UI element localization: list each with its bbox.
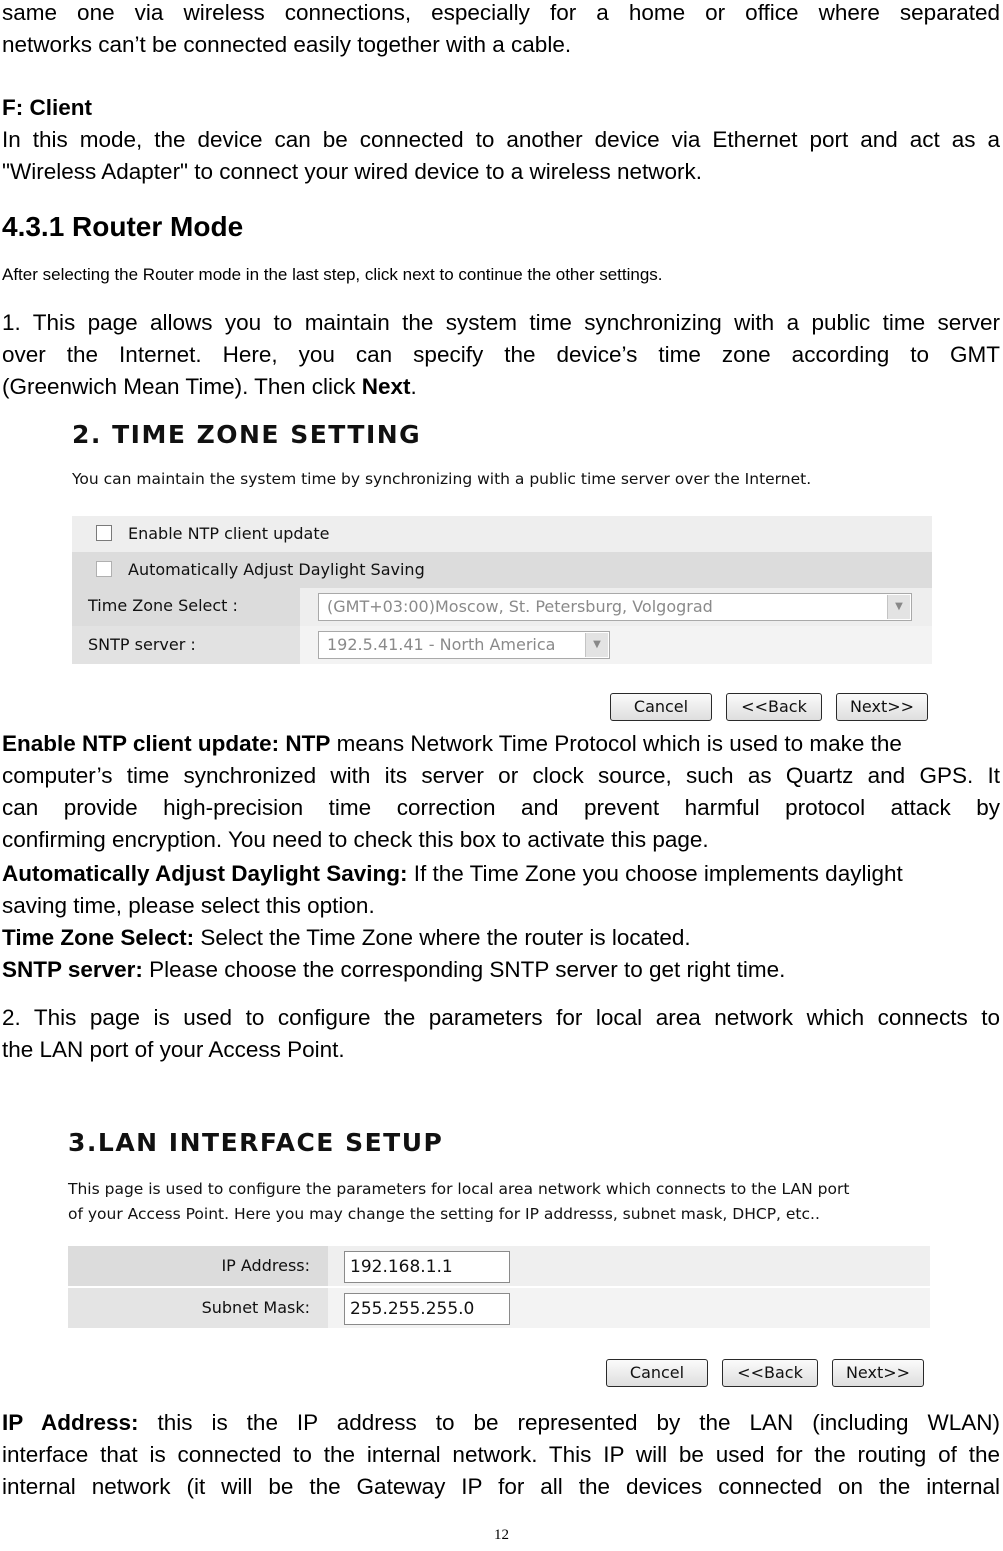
- dst-desc-line-2: saving time, please select this option.: [2, 893, 375, 918]
- ntp-desc-line-2: computer’s time synchronized with its server or clock source, such as Quartz and GPS. It: [2, 763, 1000, 788]
- chevron-down-icon: ▼: [887, 595, 910, 619]
- timezone-setting-panel: [72, 420, 932, 725]
- intro-line-1: same one via wireless connections, especially for a home or office where separated: [2, 0, 1000, 25]
- back-button[interactable]: <<Back: [722, 1359, 818, 1387]
- client-line-1: In this mode, the device can be connected to another device via Ethernet port and act as a: [2, 127, 1000, 152]
- mask-label: Subnet Mask:: [201, 1298, 310, 1317]
- step2-line-2: the LAN port of your Access Point.: [2, 1037, 345, 1062]
- cancel-button[interactable]: Cancel: [606, 1359, 708, 1387]
- subnet-mask-input[interactable]: 255.255.255.0: [344, 1293, 510, 1325]
- ntp-desc-line-1: Enable NTP client update: NTP means Network Time Protocol which is used to make the: [2, 731, 902, 756]
- timezone-panel-title: 2. TIME ZONE SETTING: [72, 420, 422, 449]
- timezone-panel-description: You can maintain the system time by synchronizing with a public time server over the Internet.: [72, 470, 812, 488]
- sntp-select[interactable]: 192.5.41.41 - North America ▼: [318, 631, 610, 659]
- back-button[interactable]: <<Back: [726, 693, 822, 721]
- ip-desc-line-3: internal network (it will be the Gateway IP for all the devices connected on the internal: [2, 1474, 1000, 1499]
- sntp-row: [72, 626, 932, 664]
- dst-row: [72, 552, 932, 588]
- timezone-row: [72, 588, 932, 626]
- section-subtitle: After selecting the Router mode in the last step, click next to continue the other settings.: [2, 265, 663, 284]
- lan-panel-description-1: This page is used to configure the parameters for local area network which connects to the LAN port: [68, 1180, 850, 1198]
- dst-desc-line-1: Automatically Adjust Daylight Saving: If the Time Zone you choose implements daylight: [2, 861, 903, 886]
- next-keyword: Next: [361, 374, 411, 399]
- timezone-label: Time Zone Select :: [88, 596, 238, 615]
- ntp-desc-line-4: confirming encryption. You need to check this box to activate this page.: [2, 827, 709, 852]
- sntp-label: SNTP server :: [88, 635, 196, 654]
- section-heading: 4.3.1 Router Mode: [2, 211, 244, 242]
- dst-checkbox[interactable]: [96, 561, 112, 577]
- tz-desc: Time Zone Select: Select the Time Zone where the router is located.: [2, 925, 691, 950]
- lan-setup-panel: [68, 1128, 932, 1393]
- ntp-desc-line-3: can provide high-precision time correction and prevent harmful protocol attack by: [2, 795, 1000, 820]
- ip-address-input[interactable]: 192.168.1.1: [344, 1251, 510, 1283]
- next-button[interactable]: Next>>: [836, 693, 928, 721]
- cancel-button[interactable]: Cancel: [610, 693, 712, 721]
- client-heading: F: Client: [2, 95, 92, 120]
- next-button[interactable]: Next>>: [832, 1359, 924, 1387]
- step1-line-1: 1. This page allows you to maintain the system time synchronizing with a public time server: [2, 310, 1000, 335]
- timezone-select[interactable]: (GMT+03:00)Moscow, St. Petersburg, Volgograd ▼: [318, 593, 912, 621]
- sntp-desc: SNTP server: Please choose the corresponding SNTP server to get right time.: [2, 957, 786, 982]
- ntp-row: [72, 516, 932, 552]
- lan-panel-title: 3.LAN INTERFACE SETUP: [68, 1128, 444, 1157]
- ip-row: [68, 1246, 930, 1286]
- ip-label: IP Address:: [221, 1256, 310, 1275]
- step1-line-2: over the Internet. Here, you can specify the device’s time zone according to GMT: [2, 342, 1000, 367]
- page-number: 12: [494, 1527, 509, 1543]
- step2-line-1: 2. This page is used to configure the parameters for local area network which connects to: [2, 1005, 1000, 1030]
- intro-line-2: networks can’t be connected easily together with a cable.: [2, 32, 572, 57]
- ntp-checkbox[interactable]: [96, 525, 112, 541]
- dst-checkbox-label: Automatically Adjust Daylight Saving: [128, 560, 425, 579]
- ntp-checkbox-label: Enable NTP client update: [128, 524, 330, 543]
- ip-desc-line-1: IP Address: this is the IP address to be represented by the LAN (including WLAN): [2, 1410, 1000, 1435]
- ip-desc-line-2: interface that is connected to the internal network. This IP will be used for the routing of the: [2, 1442, 1000, 1467]
- step1-line-3: (Greenwich Mean Time). Then click Next.: [2, 374, 417, 399]
- mask-row: [68, 1288, 930, 1328]
- chevron-down-icon: ▼: [585, 633, 608, 657]
- lan-panel-description-2: of your Access Point. Here you may change the setting for IP addresss, subnet mask, DHCP, etc..: [68, 1205, 820, 1223]
- client-line-2: "Wireless Adapter" to connect your wired device to a wireless network.: [2, 159, 703, 184]
